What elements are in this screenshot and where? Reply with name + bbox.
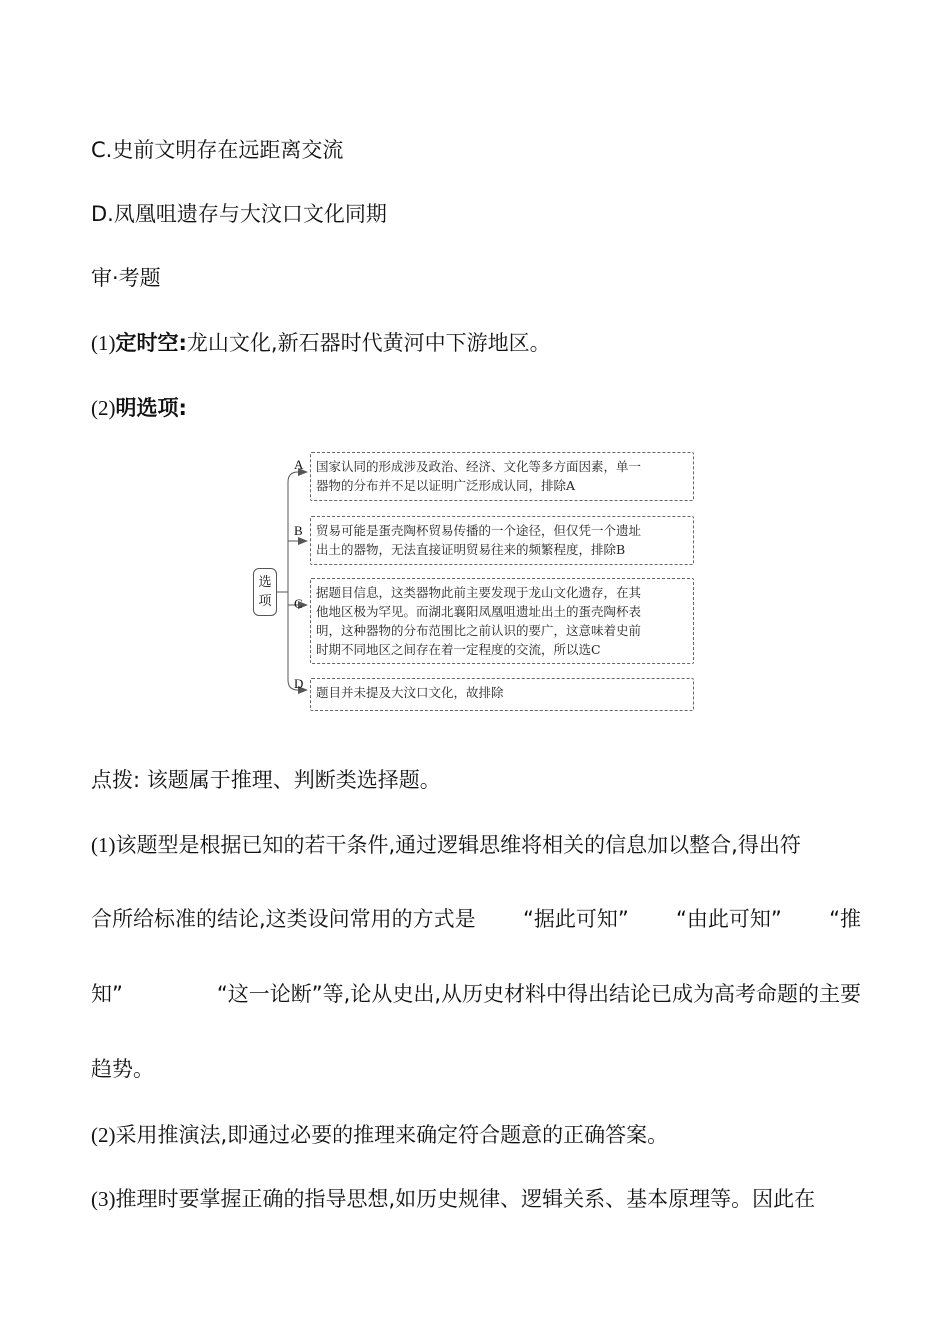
option-letter-d: D <box>294 676 304 691</box>
para-text: “这一论断”等,论从史出,从历史材料中得出结论已成为高考命题的主要 <box>216 982 861 1006</box>
para-number: (3) <box>91 1187 116 1211</box>
tips-p3 <box>91 1184 861 1214</box>
quote-3-end: 知” <box>91 982 123 1006</box>
option-letter-c: C <box>294 596 303 611</box>
option-box-a: 国家认同的形成涉及政治、经济、文化等多方面因素，单一 器物的分布并不足以证明广泛形成认同，排除A <box>310 452 694 501</box>
step-number: (1) <box>91 331 116 355</box>
option-letter-b: B <box>294 523 303 538</box>
branch-spine <box>288 472 298 690</box>
review-step-2 <box>91 393 187 423</box>
option-box-d: 题目并未提及大汶口文化，故排除 <box>310 678 694 711</box>
tips-p1-line4: 趋势。 <box>91 1057 154 1081</box>
para-text: 采用推演法,即通过必要的推理来确定符合题意的正确答案。 <box>115 1123 669 1147</box>
step-number: (2) <box>91 396 116 420</box>
tips-heading: 点拨: 该题属于推理、判断类选择题。 <box>91 768 441 792</box>
para-text: 合所给标准的结论,这类设问常用的方式是 <box>91 907 476 931</box>
para-text: 推理时要掌握正确的指导思想,如历史规律、逻辑关系、基本原理等。因此在 <box>115 1187 816 1211</box>
quote-2: “由此可知” <box>676 907 782 931</box>
para-number: (2) <box>91 1123 116 1147</box>
step-text: 龙山文化,新石器时代黄河中下游地区。 <box>186 331 551 355</box>
review-step-1 <box>91 328 551 358</box>
option-box-b: 贸易可能是蛋壳陶杯贸易传播的一个途径，但仅凭一个遗址 出土的器物，无法直接证明贸易往来的频繁程度，排除B <box>310 516 694 565</box>
para-number: (1) <box>91 833 116 857</box>
tips-p2 <box>91 1120 861 1150</box>
options-root-label: 选 项 <box>253 568 277 616</box>
review-heading: 审·考题 <box>91 266 161 290</box>
para-text: 该题型是根据已知的若干条件,通过逻辑思维将相关的信息加以整合,得出符 <box>115 833 801 857</box>
tips-p1-line3 <box>91 979 861 1009</box>
quote-3: “推 <box>829 907 861 931</box>
arrow-b <box>298 537 308 545</box>
quote-1: “据此可知” <box>522 907 629 931</box>
tips-p1-line1 <box>91 830 861 860</box>
step-label: 定时空: <box>115 331 187 355</box>
options-diagram <box>250 448 700 716</box>
step-label: 明选项: <box>115 396 187 420</box>
option-c: C.史前文明存在远距离交流 <box>91 138 344 162</box>
tips-p1-line2 <box>91 904 861 934</box>
option-letter-a: A <box>294 457 304 472</box>
option-box-c: 据题目信息，这类器物此前主要发现于龙山文化遗存，在其 他地区极为罕见。而湖北襄阳凤凰咀遗址出土的蛋壳陶杯表 明，这种器物的分布范围比之前认识的要广，这意味着史前 时期不同地区之间存在着一定程度的交流，所以选C <box>310 578 694 664</box>
option-d: D.凤凰咀遗存与大汶口文化同期 <box>91 202 387 226</box>
